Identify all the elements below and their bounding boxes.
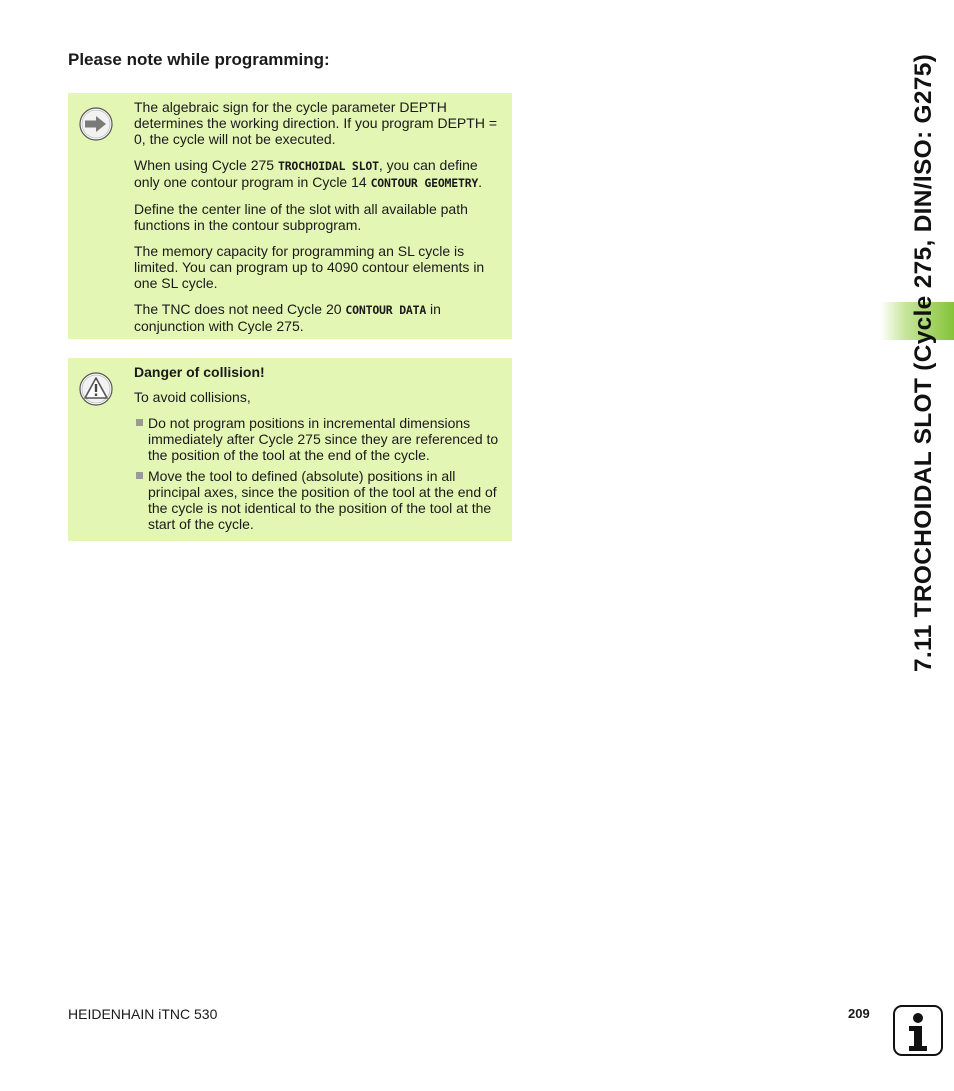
warning-triangle-icon: [79, 372, 113, 406]
note-paragraph: The algebraic sign for the cycle parameter DEPTH determines the working direction. If you program DEPTH = 0, the cycle will not be executed.: [134, 99, 497, 147]
note-paragraph: Define the center line of the slot with all available path functions in the contour subprogram.: [134, 201, 468, 233]
arrow-right-icon: [79, 107, 113, 141]
info-note-box: [68, 93, 512, 339]
note-paragraph: To avoid collisions,: [134, 389, 251, 405]
text-span: When using Cycle 275: [134, 157, 278, 173]
bullet-text: Do not program positions in incremental dimensions immediately after Cycle 275 since they are referenced to the position of the tool at the end of the cycle.: [148, 415, 499, 463]
chapter-side-title: 7.11 TROCHOIDAL SLOT (Cycle 275, DIN/ISO: G275): [910, 53, 937, 672]
cycle-code: TROCHOIDAL SLOT: [277, 159, 379, 173]
text-span: , you can define only one contour program in Cycle 14: [134, 157, 478, 190]
page-number: 209: [848, 1006, 870, 1021]
note-paragraph: [134, 157, 504, 191]
bullet-item: [134, 468, 504, 532]
warning-note-text: [134, 364, 504, 537]
cycle-code: CONTOUR DATA: [345, 303, 427, 317]
text-span: .: [478, 174, 483, 190]
note-paragraph: [134, 301, 504, 334]
bullet-text: Move the tool to defined (absolute) positions in all principal axes, since the position of the tool at the end of the cycle is not identical to the position of the tool at the start of the cycle.: [148, 468, 497, 532]
section-heading: Please note while programming:: [68, 50, 330, 69]
text-span: in conjunction with Cycle 275.: [134, 301, 441, 334]
danger-title: Danger of collision!: [134, 364, 265, 380]
cycle-code: CONTOUR GEOMETRY: [370, 176, 479, 190]
text-span: The TNC does not need Cycle 20: [134, 301, 346, 317]
note-paragraph: The memory capacity for programming an SL cycle is limited. You can program up to 4090 contour elements in one SL cycle.: [134, 243, 485, 291]
bullet-item: [134, 415, 504, 463]
footer-product-name: HEIDENHAIN iTNC 530: [68, 1006, 218, 1022]
warning-note-box: [68, 358, 512, 541]
bullet-square-icon: [136, 472, 143, 479]
info-i-icon: [893, 1005, 943, 1056]
info-note-text: [134, 99, 504, 344]
bullet-square-icon: [136, 419, 143, 426]
